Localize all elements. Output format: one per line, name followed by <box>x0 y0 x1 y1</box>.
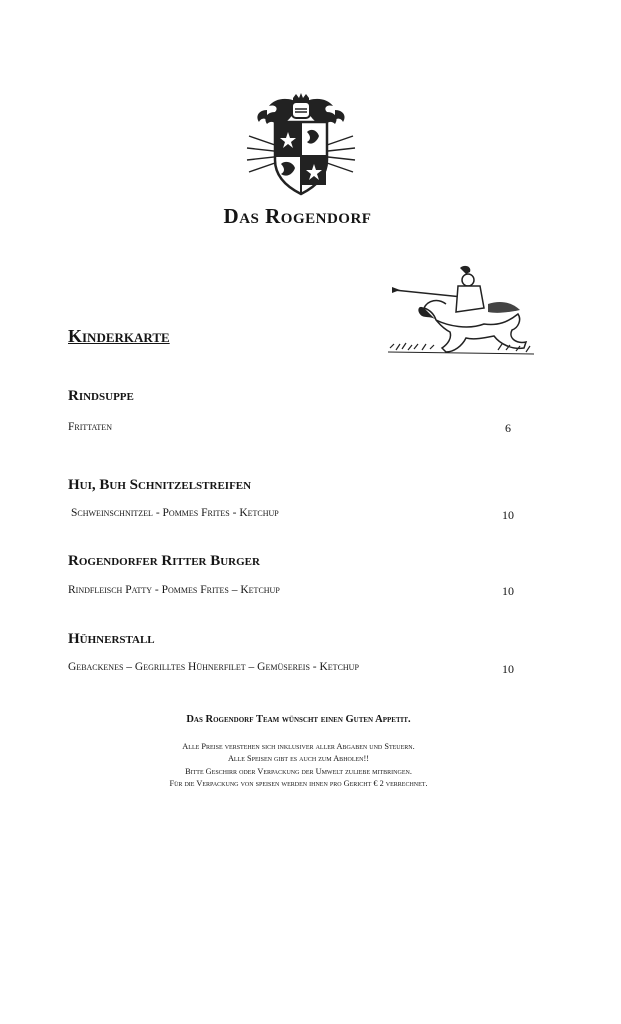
item-name: Hui, Buh Schnitzelstreifen <box>68 477 252 493</box>
brand-name: Das Rogendorf <box>223 204 372 228</box>
item-name: Hühnerstall <box>68 631 155 647</box>
item-price: 6 <box>505 421 511 435</box>
coat-of-arms-icon <box>245 92 357 202</box>
item-name: Rogendorfer Ritter Burger <box>68 553 260 569</box>
item-description: Frittaten <box>68 421 112 433</box>
footer-note: Bitte Geschirr oder Verpackung der Umwelt zuliebe mitbringen. <box>185 766 412 776</box>
jousting-knight-icon <box>388 264 534 360</box>
item-price: 10 <box>502 584 514 598</box>
footer-note: Alle Preise verstehen sich inklusiver aller Abgaben und Steuern. <box>182 742 415 751</box>
item-name: Rindsuppe <box>68 388 134 404</box>
item-description: Rindfleisch Patty - Pommes Frites – Ketchup <box>68 584 280 596</box>
item-description: Schweinschnitzel - Pommes Frites - Ketchup <box>71 507 279 519</box>
footer-note: Alle Speisen gibt es auch zum Abholen!! <box>227 754 370 764</box>
footer-notes <box>0 741 621 790</box>
item-description: Gebackenes – Gegrilltes Hühnerfilet – Gemüsereis - Ketchup <box>68 661 359 673</box>
item-price: 10 <box>502 508 514 522</box>
footer-title: Das Rogendorf Team wünscht einen Guten Appetit. <box>186 714 411 725</box>
footer-note: Für die Verpackung von speisen werden ihnen pro Gericht € 2 verrechnet. <box>169 778 428 788</box>
menu-title: Kinderkarte <box>68 326 170 346</box>
item-price: 10 <box>502 662 514 676</box>
